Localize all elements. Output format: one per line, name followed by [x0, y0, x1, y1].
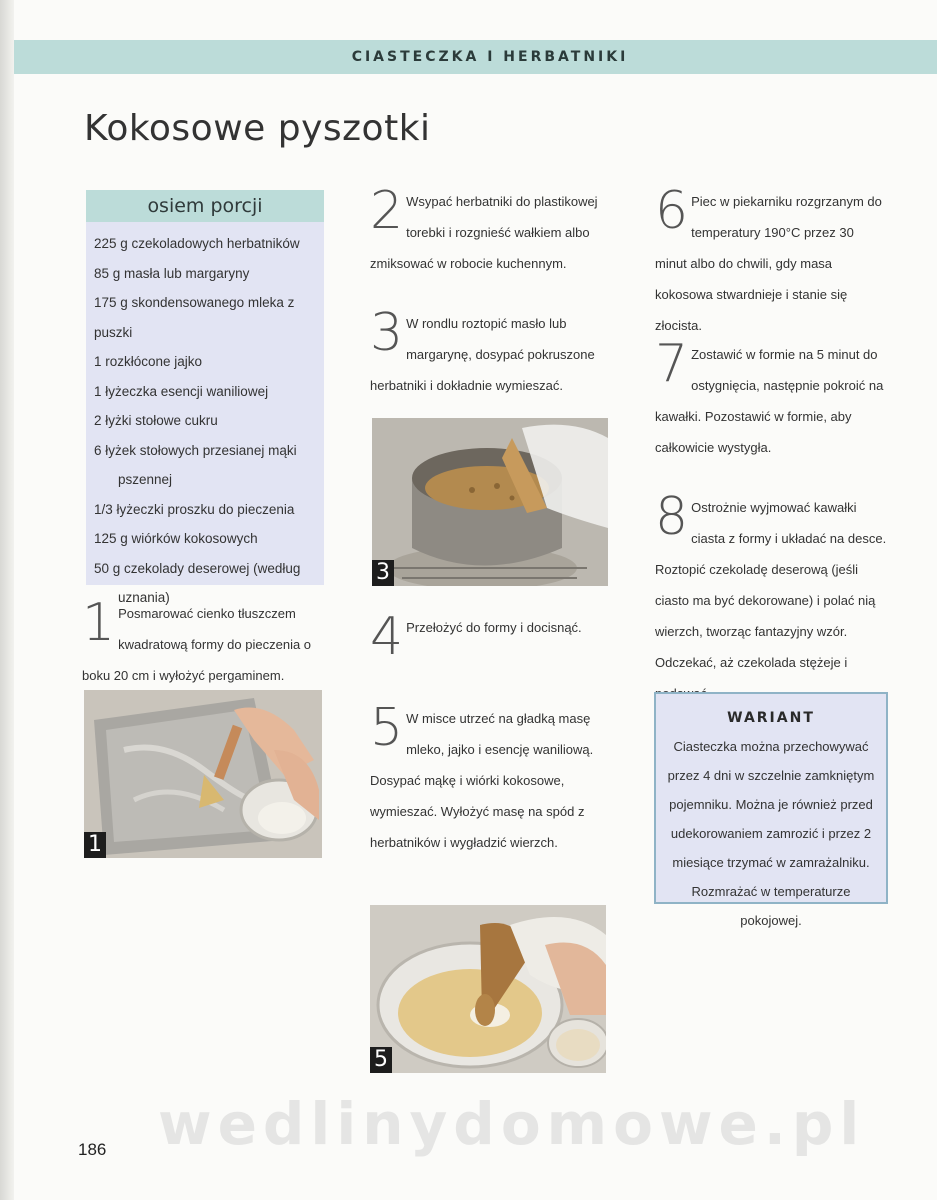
- step-text: Posmarować cienko tłuszczem kwadratową formy do pieczenia o boku 20 cm i wyłożyć pergaminem.: [82, 606, 312, 683]
- ingredient-item: 225 g czekoladowych herbatników: [94, 236, 300, 251]
- step-text: Piec w piekarniku rozgrzanym do temperatury 190°C przez 30 minut albo do chwili, gdy masa kokosowa stwardnieje i stanie się złocista.: [655, 194, 882, 333]
- photo-saucepan-crumbs: [372, 418, 608, 586]
- photo-label: 3: [372, 560, 394, 586]
- servings-heading: osiem porcji: [86, 190, 324, 222]
- watermark: wedlinydomowe.pl: [158, 1090, 866, 1158]
- step-6: [655, 181, 887, 341]
- ingredient-item: 6 łyżek stołowych przesianej mąki: [94, 442, 297, 458]
- step-text: Wsypać herbatniki do plastikowej torebki i rozgnieść wałkiem albo zmiksować w robocie kuchennym.: [370, 194, 598, 271]
- photo-greasing-tin: [84, 690, 322, 858]
- step-7: [655, 334, 887, 463]
- step-number: 3: [370, 303, 404, 363]
- step-8: [655, 487, 887, 709]
- ingredient-item: 2 łyżki stołowe cukru: [94, 413, 218, 428]
- variant-title: WARIANT: [727, 710, 815, 726]
- step-text: Przełożyć do formy i docisnąć.: [406, 620, 582, 635]
- ingredient-item: 1 łyżeczka esencji waniliowej: [94, 383, 269, 399]
- step-number: 5: [370, 698, 404, 758]
- step-text: Ostrożnie wyjmować kawałki ciasta z formy i układać na desce. Roztopić czekoladę deserową (jeśli ciasto ma być dekorowane) i polać nią wierzch, tworząc fantazyjny wzór. Odczekać, aż czekolada stężeje i: [655, 500, 887, 670]
- ingredient-list: [86, 222, 324, 613]
- page-title: Kokosowe pyszotki: [84, 108, 431, 149]
- step-text: Zostawić w formie na 5 minut do ostygnięcia, następnie pokroić na kawałki. Pozostawić w formie, aby całkowicie wystygła.: [655, 347, 884, 455]
- step-4: [370, 607, 602, 667]
- ingredient-item: uznania): [118, 590, 170, 605]
- page-number: 186: [78, 1140, 107, 1159]
- step-2: [370, 181, 602, 279]
- step-text: W misce utrzeć na gładką masę mleko, jajko i esencję waniliową. Dosypać mąkę i wiórki kokosowe, wymieszać. Wyłożyć masę na spód z herbatników i wygładzić wierzch.: [370, 711, 594, 850]
- step-number: 4: [370, 607, 404, 667]
- ingredient-item: 175 g skondensowanego mleka z puszki: [94, 295, 295, 340]
- step-number: 7: [655, 334, 689, 394]
- section-title: CIASTECZKA I HERBATNIKI: [351, 49, 629, 65]
- photo-label: 5: [370, 1047, 392, 1073]
- ingredients-box: [86, 190, 324, 605]
- ingredient-item: 125 g wiórków kokosowych: [94, 531, 258, 546]
- step-text: W rondlu roztopić masło lub margarynę, dosypać pokruszone herbatniki i dokładnie wymieszać.: [370, 316, 595, 393]
- photo-label: 1: [84, 832, 106, 858]
- ingredient-item: 1 rozkłócone jajko: [94, 354, 203, 369]
- page-binding: [0, 0, 14, 1200]
- step-3: [370, 303, 602, 401]
- photo-mixing-bowl: [370, 905, 606, 1073]
- step-number: 1: [82, 593, 116, 653]
- step-number: 6: [655, 181, 689, 241]
- ingredient-item: 85 g masła lub margaryny: [94, 265, 250, 281]
- ingredient-item: 1/3 łyżeczki proszku do pieczenia: [94, 501, 295, 517]
- variant-text: Ciasteczka można przechowywać przez 4 dni w szczelnie zamkniętym pojemniku. Można je również przed udekorowaniem zamrozić i przez 2 miesiące trzymać w zamrażalniku. Rozmrażać w temperaturze pokojowej.: [667, 739, 875, 928]
- step-number: 2: [370, 181, 404, 241]
- ingredient-item: pszennej: [118, 472, 173, 487]
- step-5: [370, 698, 602, 858]
- step-number: 8: [655, 487, 689, 547]
- ingredient-item: 50 g czekolady deserowej (według: [94, 560, 301, 576]
- variant-box: [654, 692, 888, 928]
